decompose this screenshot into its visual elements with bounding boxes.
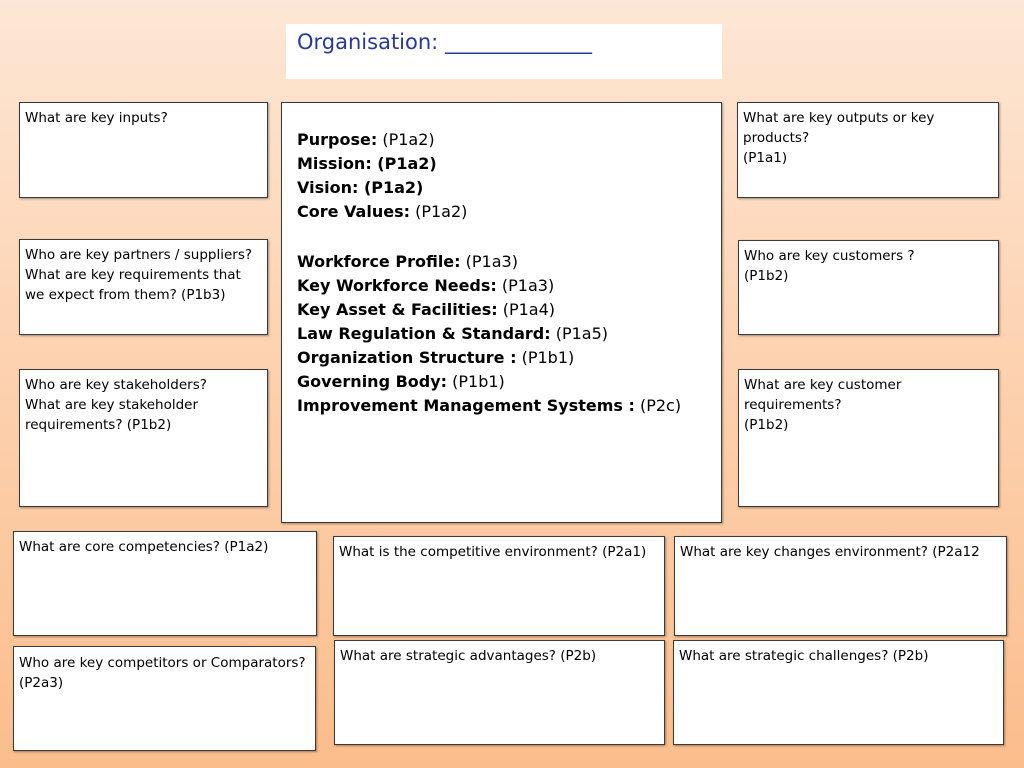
profile-row-law: Law Regulation & Standard: (P1a5) [297, 324, 608, 343]
profile-row-structure: Organization Structure : (P1b1) [297, 348, 575, 367]
key-customers-box: Who are key customers ? (P1b2) [738, 240, 999, 335]
key-inputs-box: What are key inputs? [19, 102, 268, 198]
profile-row-workforce-profile: Workforce Profile: (P1a3) [297, 252, 518, 271]
organisation-profile-box [281, 102, 722, 523]
key-stakeholders-box: Who are key stakeholders? What are key stakeholder requirements? (P1b2) [19, 369, 268, 507]
profile-row-governing: Governing Body: (P1b1) [297, 372, 505, 391]
key-competitors-box: Who are key competitors or Comparators? (P2a3) [13, 646, 316, 751]
key-changes-box: What are key changes environment? (P2a12 [674, 536, 1007, 636]
key-partners-box: Who are key partners / suppliers? What are key requirements that we expect from them? (P1b3) [19, 239, 268, 335]
profile-row-workforce-needs: Key Workforce Needs: (P1a3) [297, 276, 555, 295]
profile-row-vision: Vision: (P1a2) [297, 178, 424, 197]
profile-group-workforce [297, 250, 706, 418]
profile-row-assets: Key Asset & Facilities: (P1a4) [297, 300, 556, 319]
key-outputs-box: What are key outputs or key products? (P1a1) [737, 102, 999, 198]
profile-row-core-values: Core Values: (P1a2) [297, 202, 468, 221]
profile-row-purpose: Purpose: (P1a2) [297, 130, 435, 149]
organisation-label: Organisation: [297, 30, 439, 54]
customer-requirements-box: What are key customer requirements? (P1b2) [738, 369, 999, 507]
profile-row-mission: Mission: (P1a2) [297, 154, 437, 173]
strategic-advantages-box: What are strategic advantages? (P2b) [334, 640, 665, 745]
organisation-blank: ______________ [444, 30, 592, 54]
core-competencies-box: What are core competencies? (P1a2) [13, 531, 317, 636]
profile-group-mission [297, 128, 706, 224]
organisation-title [286, 24, 722, 79]
profile-row-improvement: Improvement Management Systems : (P2c) [297, 396, 682, 415]
competitive-environment-box: What is the competitive environment? (P2a1) [333, 536, 665, 636]
strategic-challenges-box: What are strategic challenges? (P2b) [673, 640, 1004, 745]
